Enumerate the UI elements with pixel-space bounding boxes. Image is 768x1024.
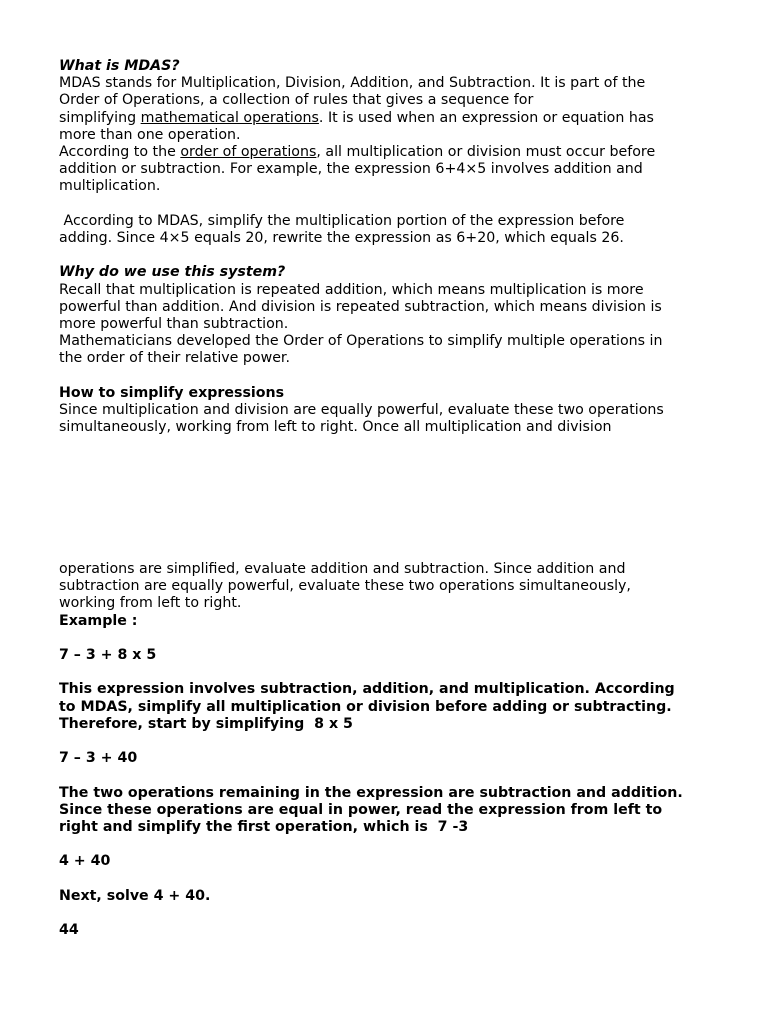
expression-2: 7 – 3 + 40 (59, 750, 138, 767)
paragraph-line (59, 144, 719, 161)
paragraph-line: working from left to right. (59, 595, 242, 612)
heading-how-to-simplify: How to simplify expressions (59, 384, 285, 401)
paragraph-line: According to MDAS, simplify the multiplication portion of the expression before (59, 212, 625, 229)
paragraph-line: more than one operation. (59, 126, 241, 143)
next-step: Next, solve 4 + 40. (59, 887, 211, 904)
text-fragment: , all multiplication or division must occur before (316, 144, 656, 161)
paragraph-line (59, 110, 719, 127)
paragraph-line: Recall that multiplication is repeated addition, which means multiplication is more (59, 281, 644, 298)
paragraph-line: operations are simplified, evaluate addition and subtraction. Since addition and (59, 561, 626, 577)
explanation-line: Therefore, start by simplifying 8 x 5 (59, 715, 353, 732)
paragraph-line: multiplication. (59, 178, 161, 195)
heading-what-is-mdas: What is MDAS? (59, 58, 180, 74)
paragraph-line: adding. Since 4×5 equals 20, rewrite the expression as 6+20, which equals 26. (59, 230, 624, 247)
explanation-line: This expression involves subtraction, addition, and multiplication. According (59, 681, 675, 698)
paragraph-line: the order of their relative power. (59, 350, 290, 367)
mathematical-operations-link[interactable]: mathematical operations (140, 109, 319, 126)
heading-why-use-system: Why do we use this system? (59, 264, 286, 281)
paragraph-line: simultaneously, working from left to right. Once all multiplication and division (59, 419, 612, 436)
text-fragment: According to the (59, 144, 181, 161)
expression-1: 7 – 3 + 8 x 5 (59, 647, 157, 663)
upper-text-block (59, 58, 719, 436)
lower-text-block (59, 561, 719, 939)
explanation-line: right and simplify the first operation, which is 7 -3 (59, 818, 469, 835)
explanation-line: Since these operations are equal in power, read the expression from left to (59, 801, 663, 818)
paragraph-line: MDAS stands for Multiplication, Division, Addition, and Subtraction. It is part of the (59, 75, 646, 92)
paragraph-line: Order of Operations, a collection of rules that gives a sequence for (59, 92, 534, 109)
paragraph-line: Mathematicians developed the Order of Operations to simplify multiple operations in (59, 333, 663, 350)
explanation-line: The two operations remaining in the expression are subtraction and addition. (59, 784, 683, 801)
paragraph-line: addition or subtraction. For example, the expression 6+4×5 involves addition and (59, 161, 643, 178)
order-of-operations-link[interactable]: order of operations (180, 144, 317, 161)
final-answer: 44 (59, 922, 79, 939)
paragraph-line: more powerful than subtraction. (59, 316, 289, 333)
text-fragment: simplifying (59, 109, 141, 126)
text-fragment: . It is used when an expression or equation has (318, 109, 654, 126)
paragraph-line: subtraction are equally powerful, evaluate these two operations simultaneously, (59, 578, 631, 595)
paragraph-line: powerful than addition. And division is repeated subtraction, which means division is (59, 298, 662, 315)
paragraph-line: Since multiplication and division are equally powerful, evaluate these two operations (59, 402, 664, 419)
example-label: Example : (59, 612, 138, 629)
expression-3: 4 + 40 (59, 853, 111, 870)
explanation-line: to MDAS, simplify all multiplication or division before adding or subtracting. (59, 698, 672, 715)
